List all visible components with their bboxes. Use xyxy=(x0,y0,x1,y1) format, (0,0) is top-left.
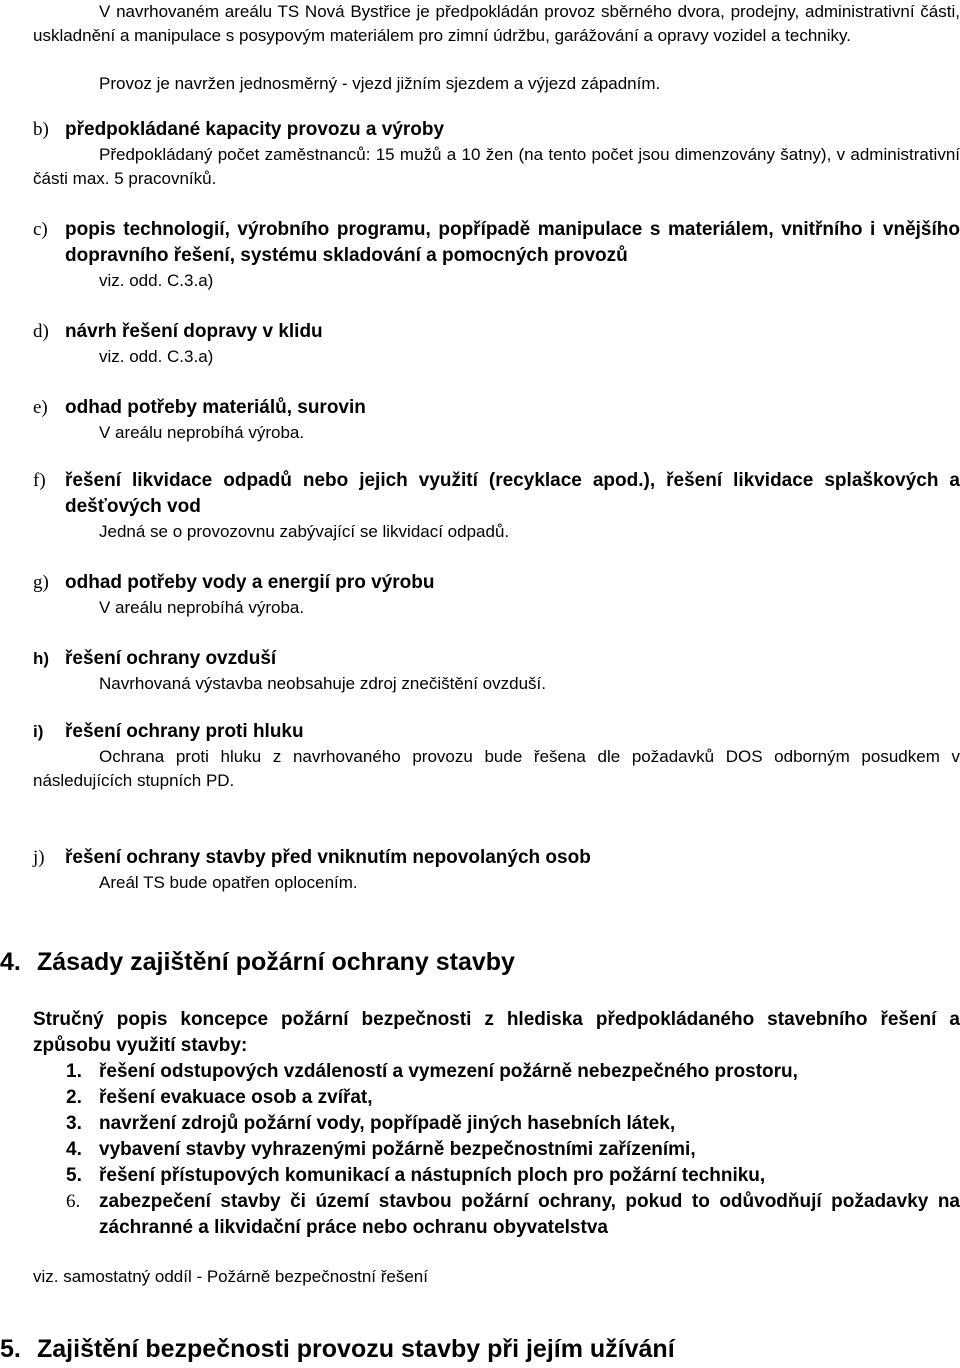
list-item: 1. řešení odstupových vzdáleností a vymezení požárně nebezpečného prostoru, xyxy=(66,1061,798,1082)
fire-safety-reference: viz. samostatný oddíl - Požárně bezpečnostní řešení xyxy=(33,1267,428,1286)
section-body: V areálu neprobíhá výroba. xyxy=(99,423,305,442)
section-letter: c) xyxy=(33,219,48,240)
section-heading: odhad potřeby materiálů, surovin xyxy=(65,397,366,418)
chapter-number: 4. xyxy=(0,948,21,976)
section-body: Jedná se o provozovnu zabývající se likvidací odpadů. xyxy=(99,522,510,541)
section-heading: řešení likvidace odpadů nebo jejich využití (recyklace apod.), řešení likvidace splaškových a dešťových vod xyxy=(65,470,960,517)
section-letter: j) xyxy=(33,847,45,868)
section-letter: h) xyxy=(33,649,50,668)
section-i xyxy=(33,719,960,793)
list-item: 6. zabezpečení stavby či území stavbou požární ochrany, pokud to odůvodňují požadavky na záchranné a likvidační práce nebo ochranu obyvatelstva xyxy=(66,1191,960,1238)
chapter-4-heading xyxy=(0,947,515,977)
fire-safety-lead: Stručný popis koncepce požární bezpečnosti z hlediska předpokládaného stavebního řešení a způsobu využití stavby: xyxy=(33,1009,960,1056)
section-f xyxy=(33,468,960,544)
section-body: V areálu neprobíhá výroba. xyxy=(99,598,305,617)
list-item: 3. navržení zdrojů požární vody, popřípadě jiných hasebních látek, xyxy=(66,1113,676,1134)
list-item: 4. vybavení stavby vyhrazenými požárně bezpečnostními zařízeními, xyxy=(66,1139,696,1160)
section-heading: řešení ochrany stavby před vniknutím nepovolaných osob xyxy=(65,847,591,868)
section-h xyxy=(33,646,960,696)
list-item: 2. řešení evakuace osob a zvířat, xyxy=(66,1087,373,1108)
chapter-title: Zásady zajištění požární ochrany stavby xyxy=(37,948,515,976)
section-body: Předpokládaný počet zaměstnanců: 15 mužů a 10 žen (na tento počet jsou dimenzovány šatny), v administrativní části max. 5 pracovníků. xyxy=(33,145,960,188)
section-b xyxy=(33,117,960,191)
section-heading: popis technologií, výrobního programu, popřípadě manipulace s materiálem, vnitřního i vnějšího dopravního řešení, systému skladování a pomocných provozů xyxy=(65,219,960,266)
section-j xyxy=(33,845,960,895)
section-d xyxy=(33,319,960,369)
section-letter: f) xyxy=(33,470,46,491)
section-letter: i) xyxy=(33,722,44,741)
section-letter: g) xyxy=(33,572,49,593)
intro-traffic-line: Provoz je navržen jednosměrný - vjezd jižním sjezdem a výjezd západním. xyxy=(99,74,661,93)
section-body: Ochrana proti hluku z navrhovaného provozu bude řešena dle požadavků DOS odborným posudkem v následujících stupních PD. xyxy=(33,747,960,790)
section-g xyxy=(33,570,960,620)
section-heading: řešení ochrany proti hluku xyxy=(65,721,304,742)
chapter-5-heading xyxy=(0,1334,675,1364)
section-heading: odhad potřeby vody a energií pro výrobu xyxy=(65,572,435,593)
section-letter: e) xyxy=(33,397,48,418)
section-heading: předpokládané kapacity provozu a výroby xyxy=(65,119,445,140)
section-e xyxy=(33,395,960,445)
section-body: Areál TS bude opatřen oplocením. xyxy=(99,873,358,892)
fire-safety-list xyxy=(33,1059,960,1241)
section-c xyxy=(33,217,960,293)
section-heading: řešení ochrany ovzduší xyxy=(65,648,277,669)
list-item: 5. řešení přístupových komunikací a nástupních ploch pro požární techniku, xyxy=(66,1165,766,1186)
chapter-number: 5. xyxy=(0,1335,21,1363)
section-heading: návrh řešení dopravy v klidu xyxy=(65,321,323,342)
intro-paragraph: V navrhovaném areálu TS Nová Bystřice je předpokládán provoz sběrného dvora, prodejny, administrativní části, uskladnění a manipulace s posypovým materiálem pro zimní údržbu, garážování a opravy vozidel a techniky. xyxy=(33,2,960,45)
section-body: viz. odd. C.3.a) xyxy=(99,347,214,366)
section-letter: d) xyxy=(33,321,49,342)
section-body: Navrhovaná výstavba neobsahuje zdroj znečištění ovzduší. xyxy=(99,674,546,693)
chapter-title: Zajištění bezpečnosti provozu stavby při jejím užívání xyxy=(37,1335,675,1363)
section-letter: b) xyxy=(33,119,49,140)
section-body: viz. odd. C.3.a) xyxy=(99,271,214,290)
